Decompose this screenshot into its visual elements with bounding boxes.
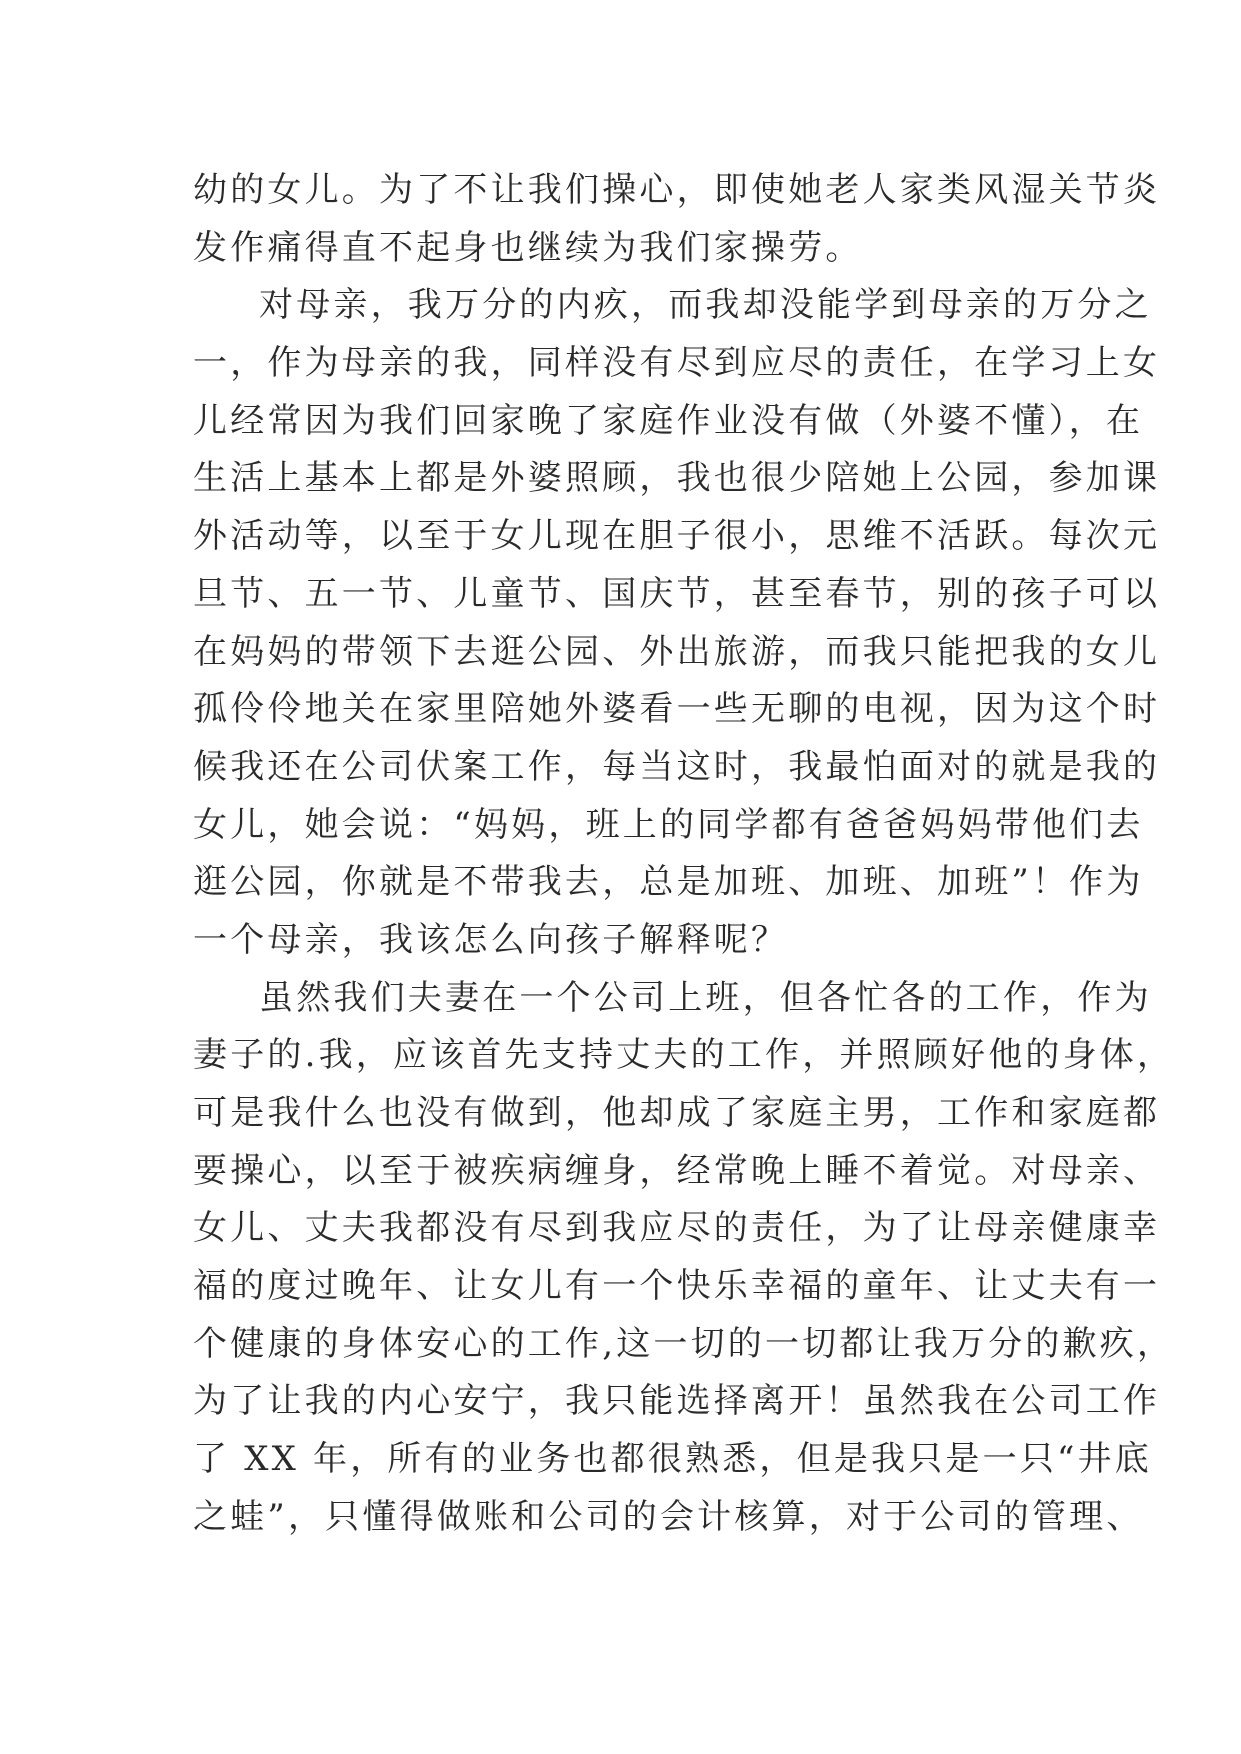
text-line: 在妈妈的带领下去逛公园、外出旅游，而我只能把我的女儿 <box>193 631 1161 672</box>
text-line: 可是我什么也没有做到，他却成了家庭主男，工作和家庭都 <box>193 1093 1161 1133</box>
paragraph-start-line: 虽然我们夫妻在一个公司上班，但各忙各的工作，作为 <box>259 977 1152 1018</box>
text-line: 幼的女儿。为了不让我们操心，即使她老人家类风湿关节炎 <box>193 170 1161 210</box>
text-line: 一，作为母亲的我，同样没有尽到应尽的责任，在学习上女 <box>193 343 1161 384</box>
text-line: 福的度过晚年、让女儿有一个快乐幸福的童年、让丈夫有一 <box>193 1266 1161 1307</box>
text-line: 生活上基本上都是外婆照顾，我也很少陪她上公园，参加课 <box>193 458 1161 499</box>
text-line: 孤伶伶地关在家里陪她外婆看一些无聊的电视，因为这个时 <box>193 689 1161 730</box>
text-line: 一个母亲，我该怎么向孩子解释呢？ <box>193 919 789 960</box>
text-line: 个健康的身体安心的工作,这一切的一切都让我万分的歉疚， <box>193 1323 1175 1364</box>
text-line: 之蛙”，只懂得做账和公司的会计核算，对于公司的管理、 <box>193 1496 1144 1537</box>
text-line: 旦节、五一节、儿童节、国庆节，甚至春节，别的孩子可以 <box>193 573 1161 614</box>
text-line: 要操心，以至于被疾病缠身，经常晚上睡不着觉。对母亲、 <box>193 1150 1161 1191</box>
text-line: 了 XX 年，所有的业务也都很熟悉，但是我只是一只“井底 <box>193 1439 1153 1480</box>
text-line: 为了让我的内心安宁，我只能选择离开！虽然我在公司工作 <box>193 1381 1161 1422</box>
text-line: 儿经常因为我们回家晚了家庭作业没有做（外婆不懂），在 <box>193 400 1144 441</box>
paragraph-start-line: 对母亲，我万分的内疚，而我却没能学到母亲的万分之 <box>259 285 1152 326</box>
text-line: 逛公园，你就是不带我去，总是加班、加班、加班”！作为 <box>193 862 1144 903</box>
text-line: 候我还在公司伏案工作，每当这时，我最怕面对的就是我的 <box>193 746 1161 787</box>
text-line: 女儿、丈夫我都没有尽到我应尽的责任，为了让母亲健康幸 <box>193 1208 1161 1249</box>
text-line: 妻子的.我，应该首先支持丈夫的工作，并照顾好他的身体， <box>193 1035 1175 1076</box>
text-line: 发作痛得直不起身也继续为我们家操劳。 <box>193 227 863 268</box>
body-text <box>193 162 1175 1547</box>
text-line: 女儿，她会说：“妈妈，班上的同学都有爸爸妈妈带他们去 <box>193 804 1144 845</box>
text-line: 外活动等，以至于女儿现在胆子很小，思维不活跃。每次元 <box>193 516 1161 557</box>
